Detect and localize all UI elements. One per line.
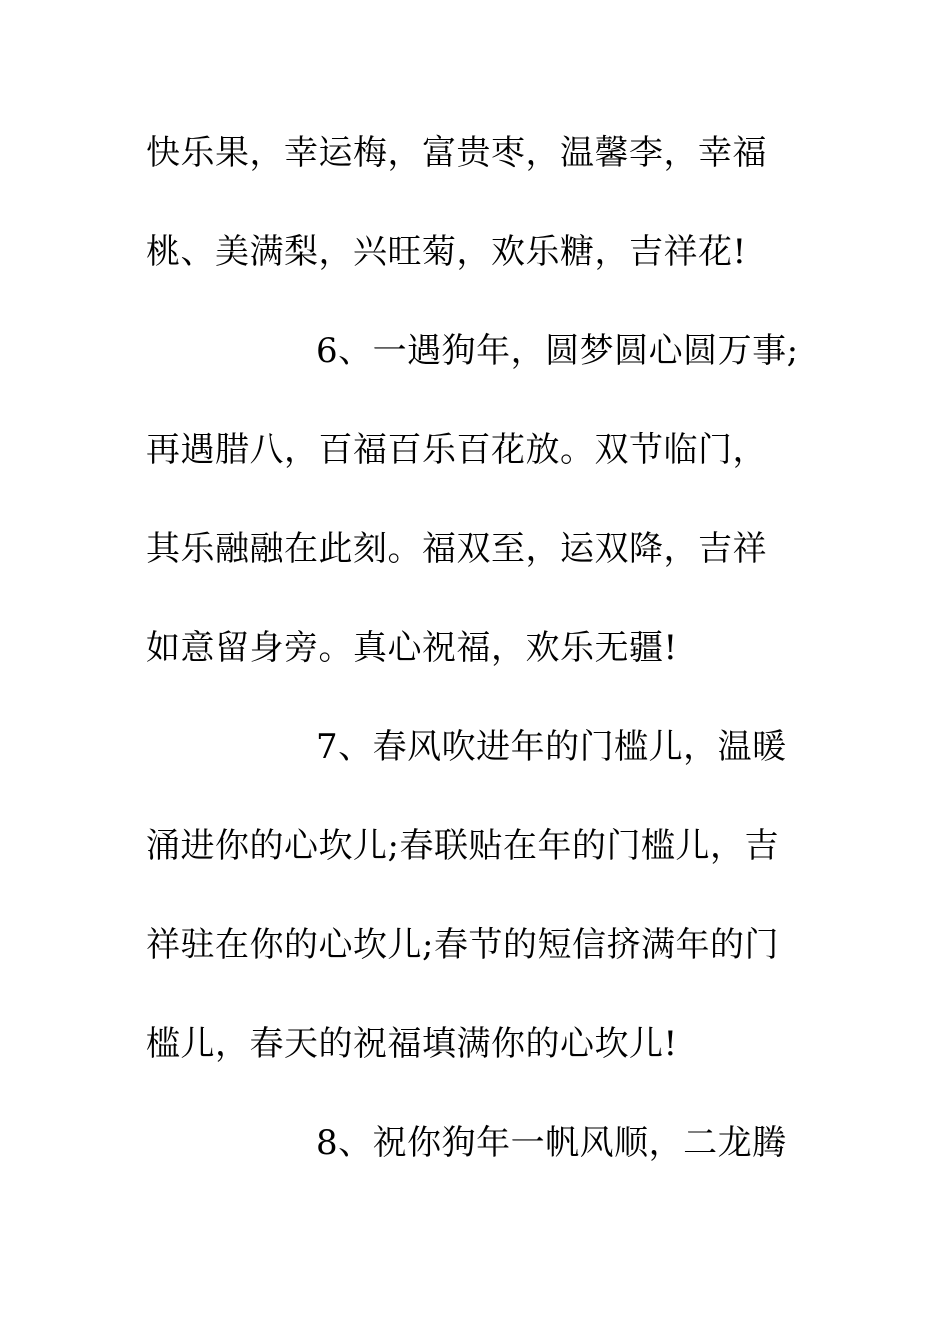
text-line: 涌进你的心坎儿;春联贴在年的门槛儿，吉 [146, 826, 779, 866]
text-line: 再遇腊八，百福百乐百花放。双节临门， [146, 430, 767, 470]
text-line: 祥驻在你的心坎儿;春节的短信挤满年的门 [146, 925, 779, 965]
paragraph-7-first-line: 7、春风吹进年的门槛儿，温暖 [316, 727, 787, 767]
text-line: 快乐果，幸运梅，富贵枣，温馨李，幸福 [146, 133, 767, 173]
paragraph-8-first-line: 8、祝你狗年一帆风顺，二龙腾 [316, 1123, 787, 1163]
text-line: 桃、美满梨，兴旺菊，欢乐糖，吉祥花! [146, 232, 747, 272]
text-line: 如意留身旁。真心祝福，欢乐无疆! [146, 628, 678, 668]
text-line: 其乐融融在此刻。福双至，运双降，吉祥 [146, 529, 767, 569]
paragraph-6-first-line: 6、一遇狗年，圆梦圆心圆万事; [316, 331, 799, 371]
text-line: 槛儿，春天的祝福填满你的心坎儿! [146, 1024, 678, 1064]
